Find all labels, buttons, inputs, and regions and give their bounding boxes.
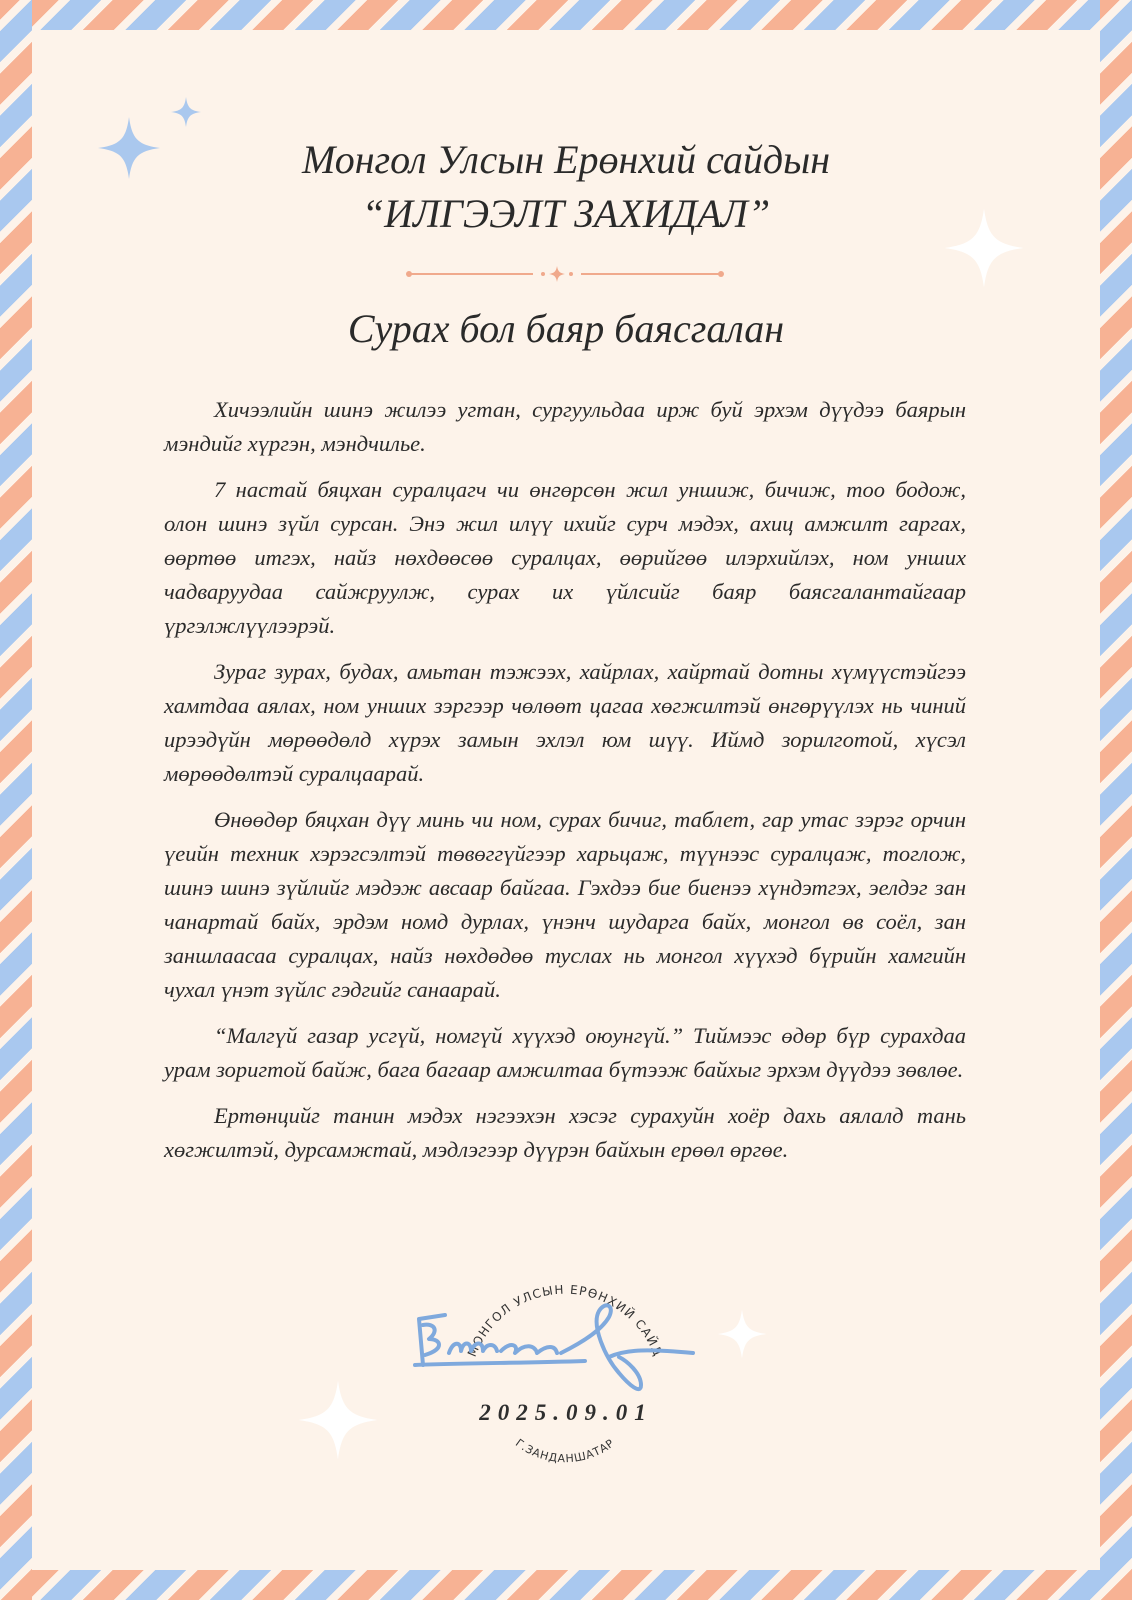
letter-subtitle: Сурах бол баяр баясгалан — [347, 306, 785, 351]
letter-title-line1: Монгол Улсын Ерөнхий сайдын — [301, 137, 831, 182]
seal-arc-bottom-text: Г.ЗАНДАНШАТАР — [513, 1436, 617, 1466]
ornament-divider — [405, 264, 725, 284]
letter-title-line2: “ИЛГЭЭЛТ ЗАХИДАЛ” — [361, 191, 771, 236]
letter-paragraph: “Малгүй газар усгүй, номгүй хүүхэд оюунгүй.” Тиймээс өдөр бүр сурахдаа урам зоригтой байж, бага багаар амжилтаа бүтээж байхыг эрхэм дүүдээ зөвлөе. — [164, 1023, 966, 1082]
letter-body — [164, 393, 966, 1179]
letter-paragraph: Өнөөдөр бяцхан дүү минь чи ном, сурах бичиг, таблет, гар утас зэрэг орчин үеийн техник хэрэгсэлтэй төвөггүйгээр харьцаж, түүнээс суралцаж, тоглож, шинэ шинэ зүйлийг мэдэж авсаар байгаа. Гэхдээ бие биенээ хүндэтгэх, эелдэг зан чанартай байх, эрдэм номд дурлах, үнэнч шударга байх, монгол өв соёл, зан заншлаасаа суралцах, найз нөхдөдөө туслах нь монгол хүүхэд бүрийн хамгийн чухал үнэт зүйлс гэдгийг санаарай. — [164, 807, 966, 1002]
sparkle-icon — [170, 96, 202, 128]
letter-paragraph: Зураг зурах, будах, амьтан тэжээх, хайрлах, хайртай дотны хүмүүстэйгээ хамтдаа аялах, ном унших зэргээр чөлөөт цагаа хөгжилтэй өнгөрүүлэх нь чиний ирээдүйн мөрөөдөлд хүрэх замын эхлэл юм шүү. Иймд зорилготой, хүсэл мөрөөдөлтэй суралцаарай. — [164, 659, 966, 786]
seal-arc-top-text: МОНГОЛ УЛСЫН ЕРӨНХИЙ САЙД — [464, 1282, 666, 1359]
letter-paragraph: Ертөнцийг танин мэдэх нэгээхэн хэсэг сурахуйн хоёр дахь аялалд тань хөгжилтэй, дурсамжтай, мэдлэгээр дүүрэн байхын ерөөл өргөе. — [164, 1103, 966, 1162]
letter-paragraph: Хичээлийн шинэ жилээ угтан, сургуульдаа ирж буй эрхэм дүүдээ баярын мэндийг хүргэн, мэндчилье. — [164, 397, 966, 456]
letter-paragraph: 7 настай бяцхан суралцагч чи өнгөрсөн жил уншиж, бичиж, тоо бодож, олон шинэ зүйл сурсан. Энэ жил илүү ихийг сурч мэдэх, ахиц амжилт гаргах, өөртөө итгэх, найз нөхдөөсөө суралцах, өөрийгөө илэрхийлэх, ном унших чадваруудаа сайжруулж, сурах их үйлсийг баяр баясгалантайгаар үргэлжлүүлээрэй. — [164, 477, 966, 638]
airmail-border-bottom — [0, 1570, 1132, 1600]
signature-seal — [405, 1245, 725, 1485]
seal-date: 2025.09.01 — [479, 1400, 653, 1425]
airmail-border-top — [0, 0, 1132, 30]
